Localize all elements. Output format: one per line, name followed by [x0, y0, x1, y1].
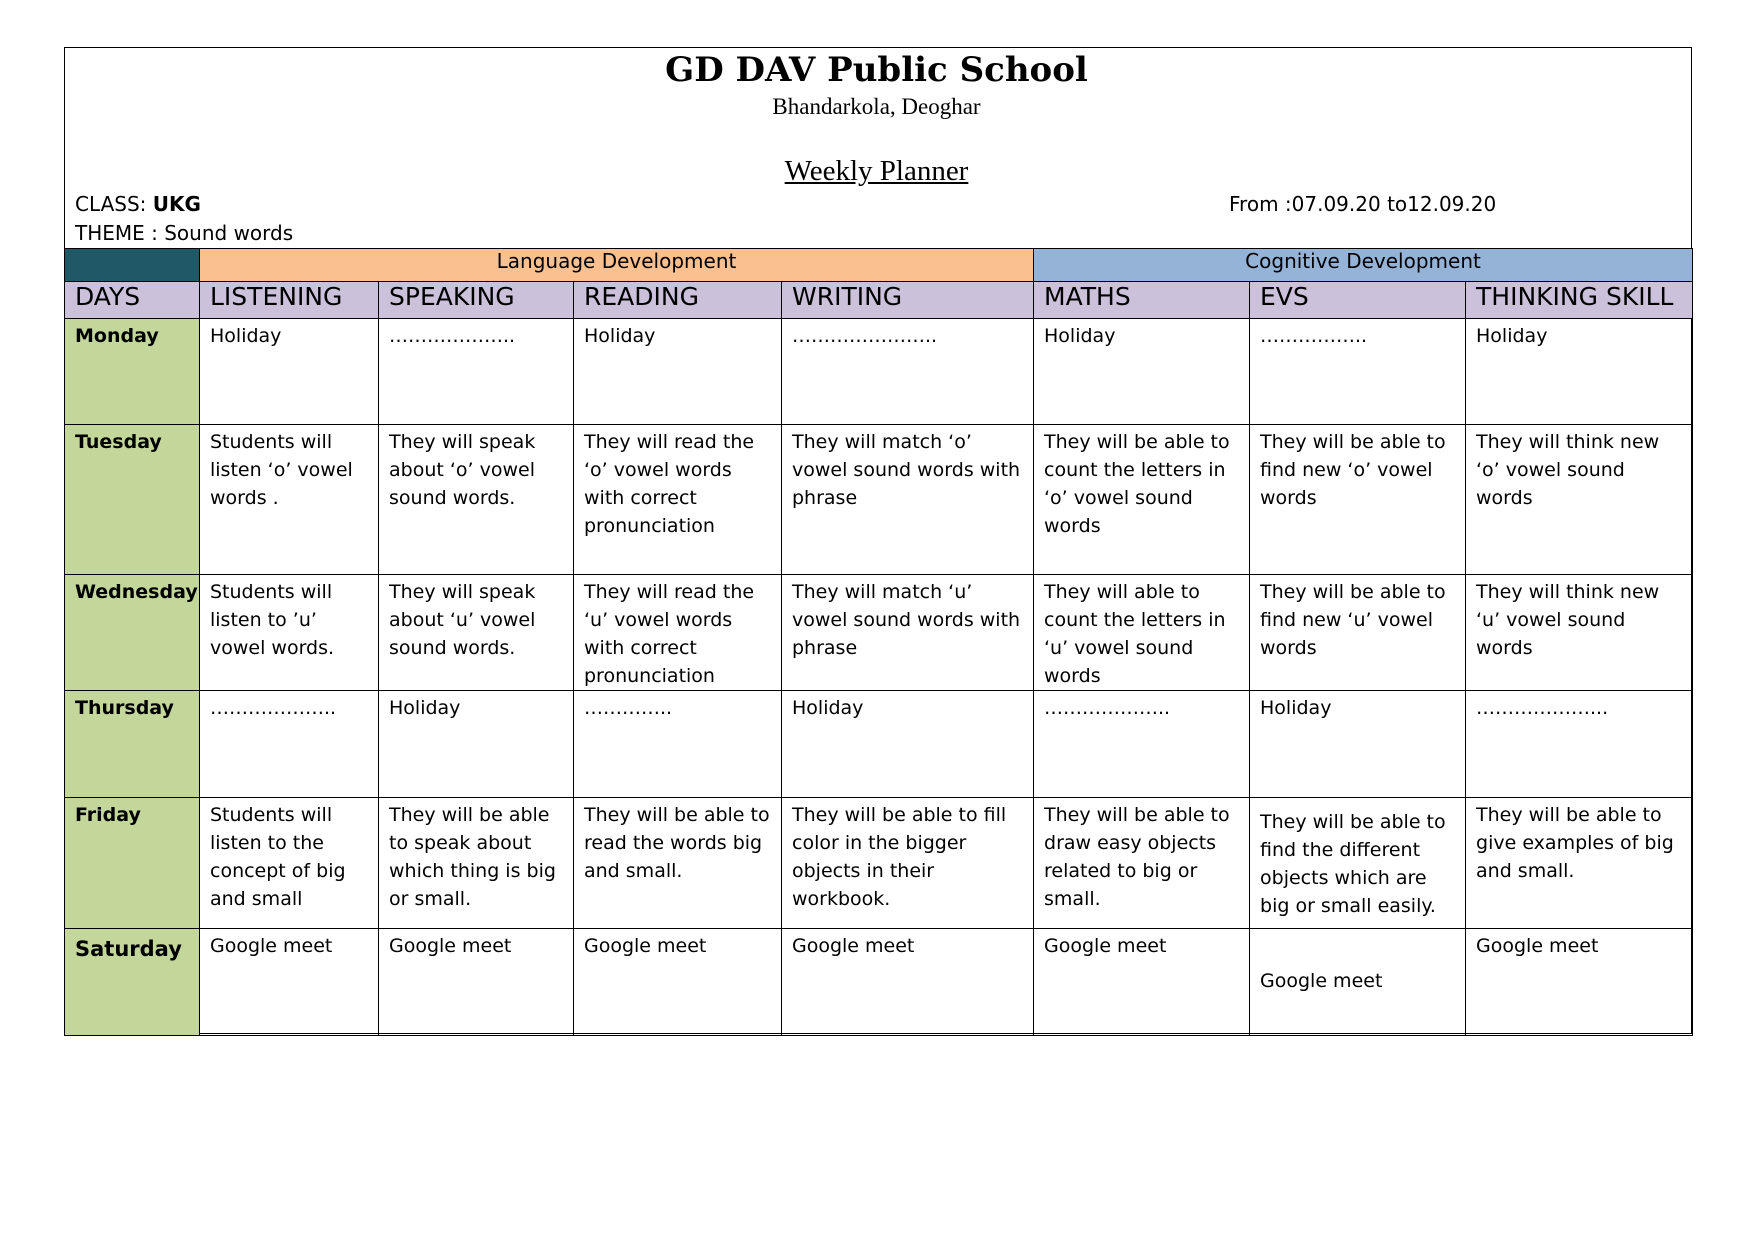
school-name: GD DAV Public School [665, 50, 1088, 90]
day-cell: Thursday [65, 691, 200, 798]
day-cell: Monday [65, 319, 200, 425]
table-cell: Google meet [1466, 929, 1693, 1036]
language-development-group: Language Development [200, 249, 1034, 282]
table-cell: Students will listen ‘o’ vowel words . [200, 425, 379, 575]
column-header-maths: MATHS [1034, 282, 1250, 319]
table-row [65, 319, 1693, 425]
table-cell: ………………….. [782, 319, 1034, 425]
table-cell: They will able to count the letters in ‘u’ vowel sound words [1034, 575, 1250, 691]
column-header-reading: READING [574, 282, 782, 319]
table-row [65, 691, 1693, 798]
theme-line: THEME : Sound words [75, 221, 294, 245]
column-header-writing: WRITING [782, 282, 1034, 319]
table-cell: ……………….. [200, 691, 379, 798]
table-cell: Students will listen to ’u’ vowel words. [200, 575, 379, 691]
table-cell: They will be able to find the different objects which are big or small easily. [1250, 798, 1466, 929]
table-cell: ……………….. [379, 319, 574, 425]
table-cell: They will read the ‘u’ vowel words with correct pronunciation [574, 575, 782, 691]
corner-cell [65, 249, 200, 282]
table-row [65, 575, 1693, 691]
column-header-speaking: SPEAKING [379, 282, 574, 319]
table-cell: ……………….. [1034, 691, 1250, 798]
column-header-days: DAYS [65, 282, 200, 319]
class-line [75, 192, 201, 216]
table-cell: Google meet [782, 929, 1034, 1036]
table-cell: They will be able to find new ‘o’ vowel words [1250, 425, 1466, 575]
table-row [65, 798, 1693, 929]
column-header-thinking-skill: THINKING SKILL [1466, 282, 1693, 319]
table-cell: They will be able to give examples of big and small. [1466, 798, 1693, 929]
table-cell: Google meet [1034, 929, 1250, 1036]
table-cell: Students will listen to the concept of big and small [200, 798, 379, 929]
cognitive-development-group: Cognitive Development [1034, 249, 1693, 282]
table-cell: They will be able to read the words big and small. [574, 798, 782, 929]
table-cell: …………….. [1250, 319, 1466, 425]
table-cell: Holiday [782, 691, 1034, 798]
school-address: Bhandarkola, Deoghar [772, 94, 981, 119]
table-cell: They will be able to find new ‘u’ vowel words [1250, 575, 1466, 691]
table-cell: ………………... [1466, 691, 1693, 798]
table-cell: Holiday [1034, 319, 1250, 425]
column-header-listening: LISTENING [200, 282, 379, 319]
day-cell: Tuesday [65, 425, 200, 575]
table-cell: They will match ‘o’ vowel sound words with phrase [782, 425, 1034, 575]
document-title-text: Weekly Planner [784, 155, 969, 187]
table-cell: Google meet [574, 929, 782, 1036]
document-title [0, 155, 1753, 188]
group-band-row [65, 249, 1693, 282]
class-label: CLASS: [75, 192, 147, 216]
table-row [65, 929, 1693, 1036]
day-cell: Friday [65, 798, 200, 929]
table-row [65, 425, 1693, 575]
table-cell: Google meet [1250, 929, 1466, 1036]
table-cell: They will be able to draw easy objects related to big or small. [1034, 798, 1250, 929]
table-cell: They will speak about ‘u’ vowel sound words. [379, 575, 574, 691]
table-cell: They will be able to fill color in the bigger objects in their workbook. [782, 798, 1034, 929]
table-cell: They will speak about ‘o’ vowel sound words. [379, 425, 574, 575]
table-cell: Holiday [200, 319, 379, 425]
table-cell: Google meet [200, 929, 379, 1036]
table-cell: Holiday [574, 319, 782, 425]
table-cell: They will think new ‘u’ vowel sound words [1466, 575, 1693, 691]
day-cell: Saturday [65, 929, 200, 1036]
weekly-planner-table [64, 248, 1693, 1036]
date-range: From :07.09.20 to12.09.20 [1229, 192, 1497, 216]
table-cell: Google meet [379, 929, 574, 1036]
class-value: UKG [152, 192, 201, 216]
table-cell: Holiday [379, 691, 574, 798]
column-header-row [65, 282, 1693, 319]
table-cell: Holiday [1466, 319, 1693, 425]
column-header-evs: EVS [1250, 282, 1466, 319]
table-cell: They will be able to count the letters in ‘o’ vowel sound words [1034, 425, 1250, 575]
day-cell: Wednesday [65, 575, 200, 691]
table-cell: They will read the ‘o’ vowel words with correct pronunciation [574, 425, 782, 575]
table-cell: ………….. [574, 691, 782, 798]
table-cell: They will think new ‘o’ vowel sound words [1466, 425, 1693, 575]
table-cell: Holiday [1250, 691, 1466, 798]
table-cell: They will match ‘u’ vowel sound words with phrase [782, 575, 1034, 691]
table-cell: They will be able to speak about which thing is big or small. [379, 798, 574, 929]
